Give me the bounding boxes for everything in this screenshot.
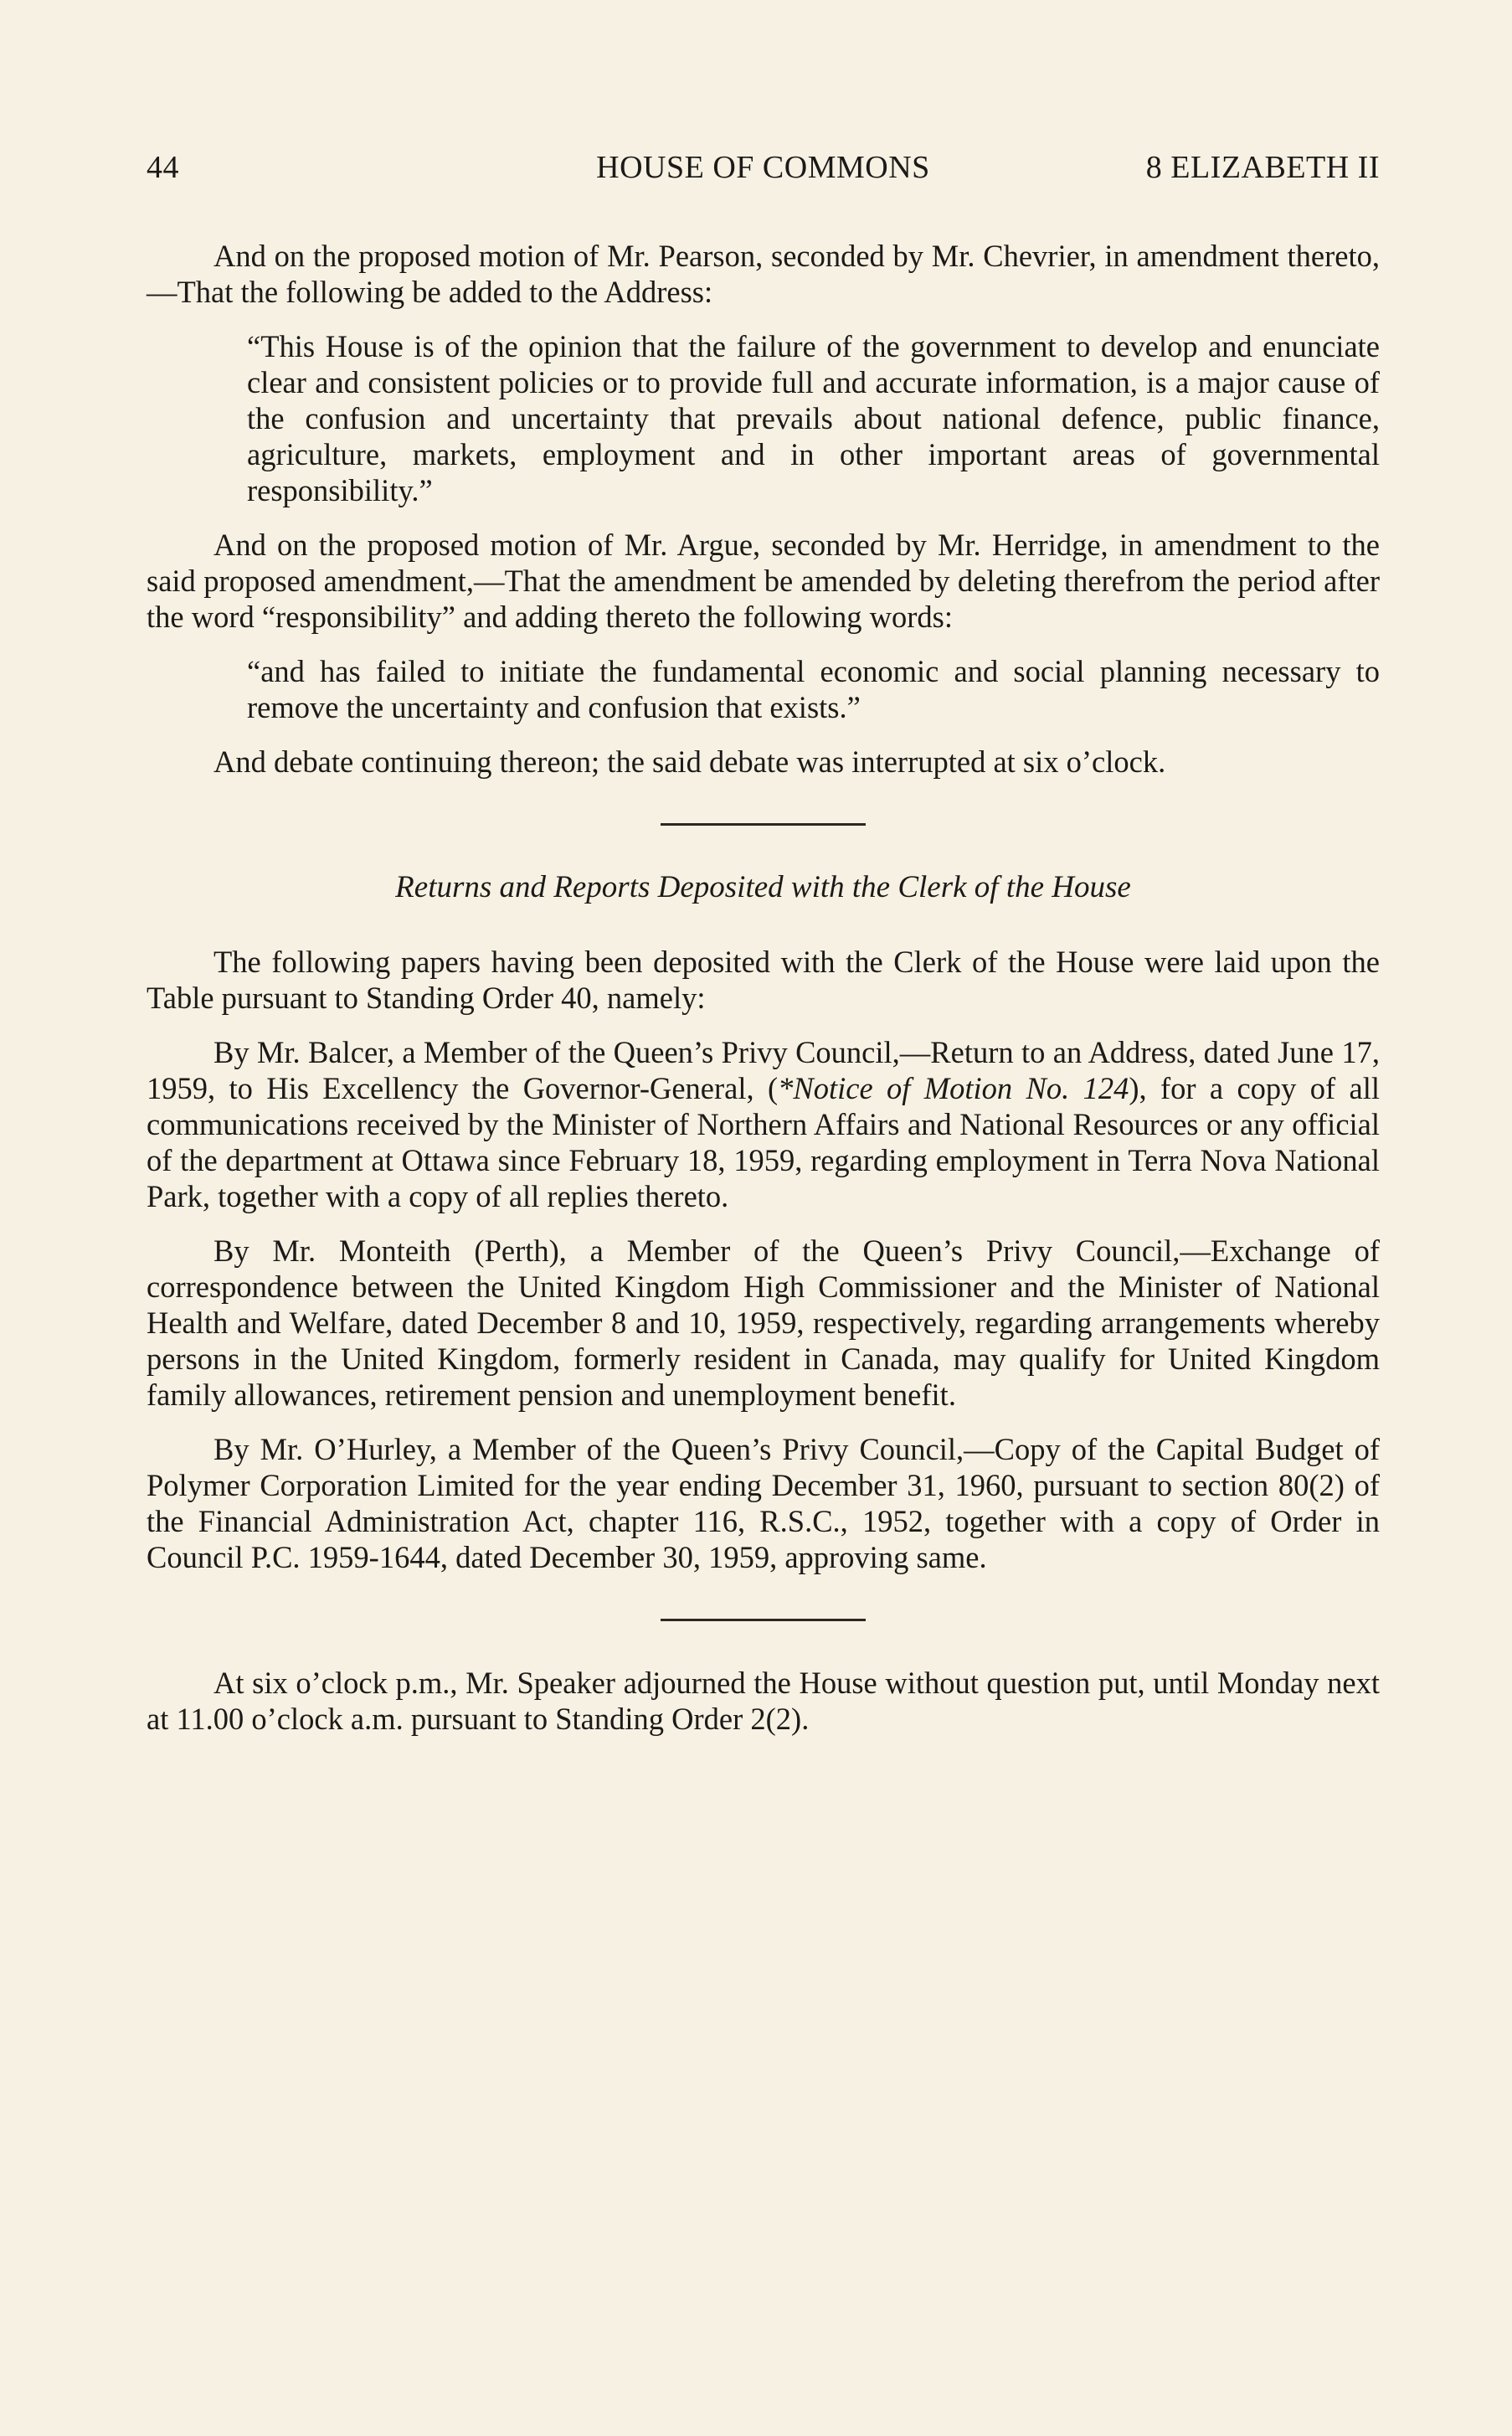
section-heading: Returns and Reports Deposited with the Clerk of the House (395, 870, 1131, 904)
return-balcer-text-a: By Mr. Balcer, a Member of the Queen’s Privy Council,—Return to an Address, dated June 17, 1959, to His Excellency the Governor-General, ( (147, 1035, 1380, 1105)
quoted-amendment: “This House is of the opinion that the failure of the government to develop and enunciate clear and consistent policies or to provide full and accurate information, is a major cause of the confusion and uncertainty that prevails about national defence, public finance, agriculture, markets, employment and in other important areas of governmental responsibility.” (247, 329, 1380, 507)
paragraph-returns-intro: The following papers having been deposited with the Clerk of the House were laid upon the Table pursuant to Standing Order 40, namely: (147, 945, 1380, 1015)
page-header (147, 149, 1380, 191)
page-body (147, 238, 1380, 1755)
closing-divider (661, 1619, 866, 1621)
notice-of-motion-reference: *Notice of Motion No. 124 (778, 1071, 1129, 1105)
regnal-year: 8 ELIZABETH II (1145, 150, 1380, 185)
paragraph-pearson-motion: And on the proposed motion of Mr. Pearson, seconded by Mr. Chevrier, in amendment thereto,—That the following be added to the Address: (147, 239, 1380, 309)
paragraph-return-balcer (147, 1034, 1380, 1214)
running-title: HOUSE OF COMMONS (596, 150, 930, 185)
paragraph-return-ohurley: By Mr. O’Hurley, a Member of the Queen’s Privy Council,—Copy of the Capital Budget of Polymer Corporation Limited for the year ending December 31, 1960, pursuant to section 80(2) of the Financial Administration Act, chapter 116, R.S.C., 1952, together with a copy of Order in Council P.C. 1959-1644, dated December 30, 1959, approving same. (147, 1432, 1380, 1574)
paragraph-debate-interrupted: And debate continuing thereon; the said debate was interrupted at six o’clock. (213, 744, 1166, 779)
page-number: 44 (147, 150, 179, 185)
paragraph-adjournment: At six o’clock p.m., Mr. Speaker adjourned the House without question put, until Monday next at 11.00 o’clock a.m. pursuant to Standing Order 2(2). (147, 1666, 1380, 1736)
paragraph-return-monteith: By Mr. Monteith (Perth), a Member of the Queen’s Privy Council,—Exchange of correspondence between the United Kingdom High Commissioner and the Minister of National Health and Welfare, dated December 8 and 10, 1959, respectively, regarding arrangements whereby persons in the United Kingdom, formerly resident in Canada, may qualify for United Kingdom family allowances, retirement pension and unemployment benefit. (147, 1233, 1380, 1412)
section-divider (661, 823, 866, 826)
quoted-subamendment: “and has failed to initiate the fundamental economic and social planning necessary to remove the uncertainty and confusion that exists.” (247, 654, 1380, 724)
paragraph-argue-motion: And on the proposed motion of Mr. Argue, seconded by Mr. Herridge, in amendment to the said proposed amendment,—That the amendment be amended by deleting therefrom the period after the word “responsibility” and adding thereto the following words: (147, 528, 1380, 634)
return-balcer-text-b: ), for a copy of all communications received by the Minister of Northern Affairs and National Resources or any official of the department at Ottawa since February 18, 1959, regarding employment in Terra Nova National Park, together with a copy of all replies thereto. (147, 1071, 1380, 1213)
